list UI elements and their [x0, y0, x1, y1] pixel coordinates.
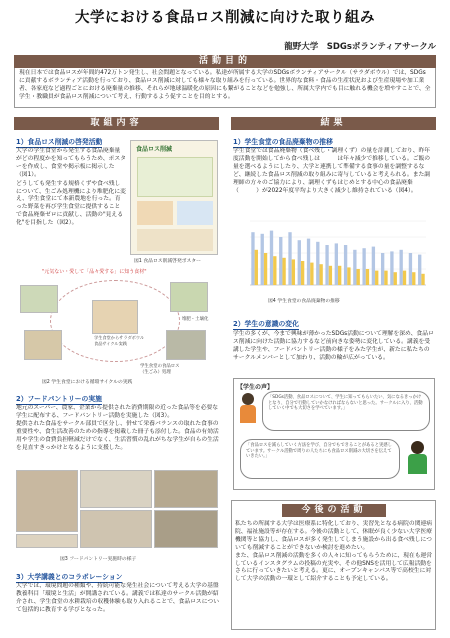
bar-series1-9: [325, 245, 328, 285]
waste-chart: [240, 215, 430, 295]
future-box: [231, 500, 436, 630]
future-text-b: また、食品ロス削減の活動を多くの人々に知ってもらうために、現在も運営しているインスタグラムの投稿の充実や、その他SNSを活用して広報活動をさらに行っていきたいと考える。更に、オープンキャンパス等で高校生に対して大学の活動の一環として紹介することも予定している。: [235, 552, 433, 583]
bar-series2-12: [357, 269, 360, 285]
result2-title: 2）学生の意識の変化: [233, 320, 299, 328]
cycle-photo-field: [20, 285, 58, 313]
bar-series2-13: [366, 269, 369, 285]
pantry-photo-6: [16, 534, 78, 548]
bar-series1-18: [409, 253, 412, 285]
section2-text-b: 提供された食品をサークル部員で区分し、併せて栄養バランスの取れた食事の重要性や、食生活改善のための指導を掲載した冊子も添付した。食品の有効活用や学生の食費負担軽減だけでなく、生活習慣の乱れがちな学生が自らの生活を見直すきっかけとなるように支援した。: [16, 420, 219, 451]
bar-series2-17: [403, 271, 406, 285]
bar-series2-11: [347, 267, 350, 285]
student-icon-1: [238, 393, 258, 425]
bar-series1-10: [335, 243, 338, 285]
bar-series1-7: [307, 239, 310, 285]
bar-series2-14: [375, 271, 378, 285]
bar-series1-3: [270, 231, 273, 285]
cycle-bottom-label: 学生食堂の食品ロス （生ごみ）処理: [140, 364, 180, 375]
section1-text: [16, 148, 126, 228]
bar-series2-6: [301, 261, 304, 285]
bar-series1-17: [400, 250, 403, 285]
bar-series1-12: [353, 250, 356, 285]
bar-series1-11: [344, 245, 347, 285]
pantry-photo-1: [16, 470, 78, 532]
pantry-photo-5: [154, 510, 218, 548]
section1-title: 1）食品ロス削減の啓発活動: [16, 138, 103, 146]
cycle-center-label: 学生食堂からサラダボウル 食品サイクル実践: [94, 335, 145, 346]
bar-series2-10: [338, 266, 341, 285]
voice-bubble-2: [240, 439, 400, 479]
figure4-caption: 図4 学生食堂の食品廃棄物の推移: [268, 299, 340, 304]
pantry-photo-4: [80, 510, 152, 548]
bar-series2-1: [255, 250, 258, 285]
poster-label: 食品ロス削減: [136, 146, 173, 153]
right-heading: 結果: [231, 117, 436, 130]
section1-text-b: どうしても発生する規格くずや食べ残しについて、生ごみ処理機により堆肥化に変え、学生食堂にて本新農地を行った。育った野菜を再び学生食堂に提供することで食品廃棄ゼロに貢献し、活動の"見える化"を目指した（図2）。: [16, 180, 126, 227]
waste-chart-svg: [240, 215, 430, 295]
bar-series1-5: [288, 232, 291, 285]
bar-series2-16: [394, 272, 397, 285]
result2-text: 学生の多くが、今まで興味が薄かったSDGs活動について理解を深め、食品ロス削減に向けた活動に協力するなど前向きな姿勢に変化している。講義を受講した学生や、フードパントリー活動の様子をみた学生が、新たに私たちのサークルメンバーとして加わり、活動の輪が広がっている。: [233, 331, 434, 361]
student-voice-box: [233, 378, 435, 490]
cycle-photo-machine: [166, 330, 206, 360]
voice1-text: 「SDGs活動、食品ロスについて、学生に知ってもらいたい、気になるきっかけとなり、自分で行動していかなければならないと思った。サークルに入り、活動していく中でも大切さを学べています。」: [268, 395, 423, 412]
bar-series1-1: [251, 232, 254, 285]
bar-series2-2: [264, 253, 267, 285]
bar-series2-15: [384, 271, 387, 285]
purpose-box: [14, 68, 436, 108]
voice2-text: 「食品ロスを減らしていく方法を学び、自分でもできることがあると実感しています。サークル活動で周りの人たちにも食品ロス削減の大切さを伝えていきたい。」: [246, 443, 392, 460]
result1-text: 学生食堂では食品廃棄物（食べ残し・調理くず）の量を計測しており、昨年度活動を開始してから食べ残しは は年々減少で推移している。ご飯の量を選べるようにしたり、大学と連携して準備する食事の量を調整するなど、継続した食品ロス削減の取り組みに寄与していると考えられる。また調理師の方々のご協力により、調理くずもはじめとする中心の食品廃棄（ ）が2022年度平均より大きく減少し維持されている（図4）。: [233, 148, 431, 194]
figure2-caption: 図2 学生食堂における循環サイクルの実践: [42, 380, 133, 385]
voice-bubble-1: [262, 391, 430, 431]
left-heading: 取組内容: [14, 117, 219, 130]
section2-text-a: 地元のスーパー、農家、企業から提供された消費期限の近った食品等を必要な学生に配布する、フードパントリー活動を実施した（図3）。: [16, 405, 219, 419]
bar-series2-3: [273, 256, 276, 285]
bar-series1-13: [362, 248, 365, 285]
result1-title: 1）学生食堂の食品廃棄物の推移: [233, 138, 333, 146]
future-text-a: 私たちの所属する大学は医療系に特化しており、実習先となる病院の関連病院、福祉施設等が存在する。今後の活動として、休眠が良く少ない大学医療機関等と協力し、食品ロスが多く発生してしまう施設から出る食べ残しについても削減することができないか検討を進めたい。: [235, 521, 433, 551]
cycle-photo-compost: [24, 330, 62, 360]
bar-series1-19: [418, 255, 421, 285]
pantry-photo-2: [80, 470, 152, 508]
bar-series1-8: [316, 242, 319, 285]
cycle-right-label: 堆肥・土壌化: [182, 317, 209, 322]
cycle-top-label: "元気ない・愛して「品々愛する」に知う食材": [42, 269, 147, 275]
cycle-photo-vegetables: [170, 282, 208, 312]
bar-series2-5: [292, 259, 295, 285]
future-text: [235, 521, 433, 584]
bar-series2-9: [329, 266, 332, 285]
bar-series1-16: [390, 251, 393, 285]
section1-text-a: 大学の学生食堂から発生する食品廃棄量がどの程度かを知ってもらうため、ポスターを作成し、食堂や掲示板に掲示した（図1）。: [16, 148, 126, 178]
bar-series2-7: [310, 263, 313, 285]
bar-series1-4: [279, 237, 282, 285]
section2-text: [16, 405, 219, 452]
organization-name: 龍野大学 SDGsボランティアサークル: [284, 42, 436, 52]
figure3-caption: 図3 フードパントリー実施時の様子: [60, 557, 137, 562]
student-icon-2: [406, 441, 430, 479]
purpose-text: 現在日本では食品ロスが年間約472万トン発生し、社会問題となっている。私達が所属する大学のSDGsボランティアサークル（サラダボウル）では、SDGsに貢献するボランティア活動を行っており、食品ロス削減に対しても様々な取り組みを行っている。世界的な食料・食品の生産状況および生産現場や加工業者、各家庭など過程ごとにおける廃棄量の推移、それらが地球温暖化の原因にも繋がることなどを勉強し、所属大学内でも目に触れる機会を増やすことで、全学生・教職員が食品ロス削減について考え、行動するよう促すことを目的とする。: [19, 70, 431, 100]
bar-series2-18: [412, 272, 415, 285]
purpose-heading: 活動目的: [14, 55, 436, 68]
section3-title: 3）大学講義とのコラボレーション: [16, 573, 123, 581]
bar-series1-15: [381, 253, 384, 285]
student-voice-label: 【学生の声】: [237, 384, 274, 391]
figure1-caption: 図1 食品ロス削減啓発ポスター: [134, 259, 201, 264]
bar-series1-14: [372, 247, 375, 285]
food-loss-poster-image: [130, 140, 218, 255]
bar-series2-19: [421, 274, 424, 285]
bar-series1-2: [261, 234, 264, 285]
cycle-photo-cafeteria: [92, 300, 145, 346]
bar-series2-8: [319, 264, 322, 285]
section3-text: 大学では、環境問題の種類や、持続可能な発生社会について考える大学の基盤教養科目「環境と生活」が開講されている。講義では私達のサークル活動が紹介され、学生食堂の水耕栽培の収穫体験も取り入れることで、食品ロスについて包括的に教育する学びとなった。: [16, 583, 220, 613]
future-heading: 今後の活動: [282, 504, 386, 517]
bar-series1-6: [298, 240, 301, 285]
pantry-photo-3: [154, 470, 218, 508]
bar-series2-4: [282, 258, 285, 285]
page-title: 大学における食品ロス削減に向けた取り組み: [75, 10, 375, 26]
section2-title: 2）フードパントリーの実施: [16, 395, 102, 403]
